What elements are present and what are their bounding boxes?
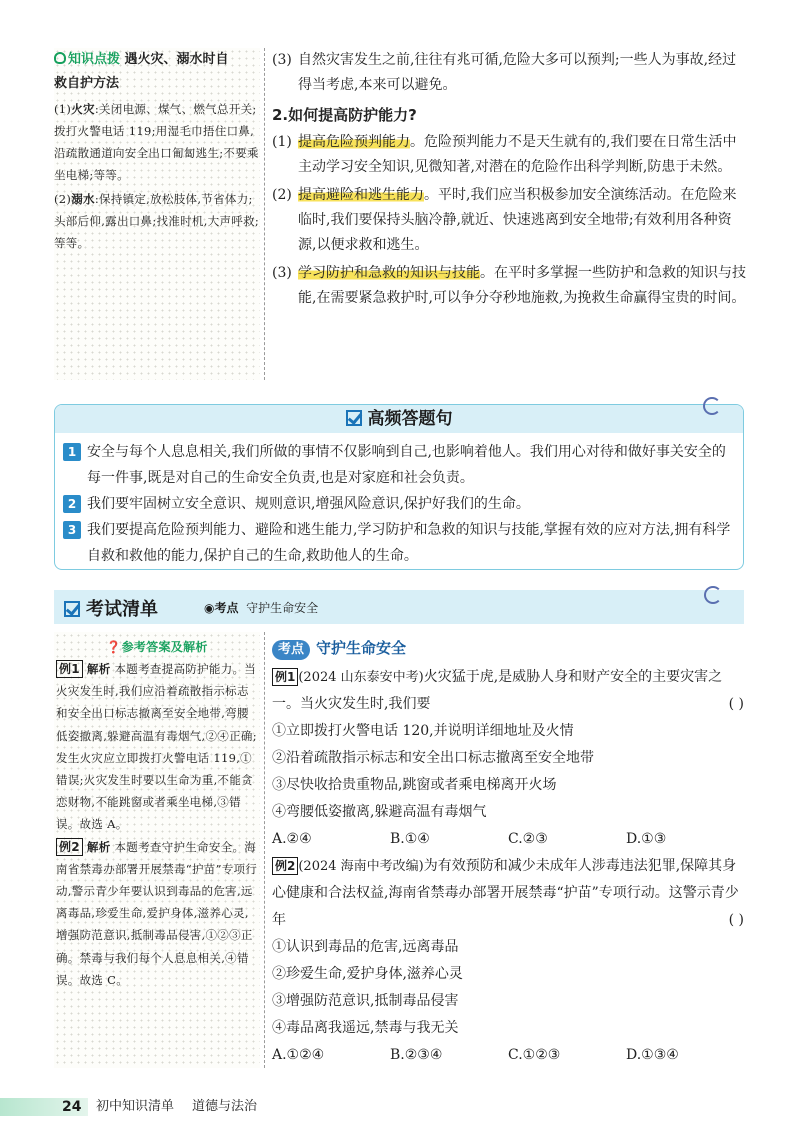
analysis-keyword: 解析 <box>86 662 111 676</box>
frequent-answers-header <box>55 405 743 433</box>
example-tag: 例1 <box>56 660 83 678</box>
tip-p2-keyword: 溺水 <box>71 192 95 206</box>
lightbulb-icon <box>54 52 66 64</box>
answer-2-text: 本题考查守护生命安全。海南省禁毒办部署开展禁毒“护苗”专项行动,警示青少年要认识到毒品的危害,远离毒品,珍爱生命,爱护身体,滋养心灵,增强防范意识,抵制毒品侵害,①②③正确。禁毒与我们每个人息息相关,④错误。故选 C。 <box>56 839 258 987</box>
checkbox-icon <box>346 410 362 426</box>
question-1-choices <box>272 826 748 853</box>
key-icon: ❓ <box>106 640 122 654</box>
protect-item-3 <box>272 261 748 311</box>
answers-heading-text: 参考答案及解析 <box>121 640 208 654</box>
swirl-icon <box>704 586 722 604</box>
question-option: ④毒品离我遥远,禁毒与我无关 <box>272 1020 459 1036</box>
questions-column <box>272 634 748 1069</box>
subject-name: 道德与法治 <box>192 1099 258 1114</box>
answers-heading <box>56 636 258 658</box>
frequent-answer-item <box>63 491 739 517</box>
exam-list-subtitle <box>204 599 318 616</box>
tip-title-b: 救自护方法 <box>54 76 120 91</box>
answer-1 <box>56 658 258 836</box>
highlight-text: 提高避险和逃生能力 <box>298 187 424 203</box>
paragraph-3 <box>272 48 748 98</box>
question-option: ③增强防范意识,抵制毒品侵害 <box>272 993 459 1009</box>
question-option: ②珍爱生命,爱护身体,滋养心灵 <box>272 966 463 982</box>
question-source: (2024 海南中考改编) <box>298 859 424 874</box>
tip-label-text: 知识点拨 <box>68 52 121 67</box>
choice-a: A.②④ <box>272 831 312 847</box>
question-option: ①立即拨打火警电话 120,并说明详细地址及火情 <box>272 723 574 739</box>
target-icon: ◉ <box>204 601 215 615</box>
column-divider-top <box>264 48 265 380</box>
choice-a: A.①②④ <box>272 1047 325 1063</box>
frequent-answers-title-text: 高频答题句 <box>367 409 453 429</box>
frequent-answers-box <box>54 404 744 570</box>
answer-blank: ( ) <box>728 912 744 928</box>
exam-sub-text: 守护生命安全 <box>246 601 319 615</box>
exam-list-title-text: 考试清单 <box>86 599 158 620</box>
page-number: 24 <box>62 1099 82 1115</box>
answer-1-text: 本题考查提高防护能力。当火灾发生时,我们应沿着疏散指示标志和安全出口标志撤离至安全地带,弯腰低姿撤离,躲避高温有毒烟气,②④正确;发生火灾应立即拨打火警电话 119,①错误;火灾发生时要以生命为重,不能贪恋财物,不能跳窗或者乘坐电梯,③错误。故选 A。 <box>56 662 257 832</box>
swirl-icon <box>703 397 721 415</box>
protect-item-2 <box>272 183 748 258</box>
example-tag: 例1 <box>272 668 298 686</box>
question-option: ③尽快收拾贵重物品,跳窗或者乘电梯离开火场 <box>272 777 557 793</box>
question-stem-text: 为有效预防和减少未成年人涉毒违法犯罪,保障其身心健康和合法权益,海南省禁毒办部署开展禁毒“护苗”专项行动。这警示青少年 <box>272 858 739 928</box>
highlight-text: 提高危险预判能力 <box>298 134 410 150</box>
tip-title <box>54 48 260 96</box>
choice-d: D.①③④ <box>626 1047 679 1063</box>
item-number-badge: 1 <box>63 443 81 461</box>
item-number-badge: 2 <box>63 495 81 513</box>
frequent-answer-text: 我们要牢固树立安全意识、规则意识,增强风险意识,保护好我们的生命。 <box>87 496 530 512</box>
protect-item-num: (2) <box>272 187 292 203</box>
question-option: ②沿着疏散指示标志和安全出口标志撤离至安全地带 <box>272 750 594 766</box>
protect-item-body <box>298 183 748 258</box>
tip-p2-lead: (2) <box>54 192 72 206</box>
tip-p2-text: :保持镇定,放松肢体,节省体力;头部后仰,露出口鼻;找准时机,大声呼救;等等。 <box>54 192 260 250</box>
answer-blank: ( ) <box>728 696 744 712</box>
question-2-choices <box>272 1042 748 1069</box>
choice-d: D.①③ <box>626 831 667 847</box>
protect-item-body <box>298 130 748 180</box>
question-2-stem <box>272 853 748 934</box>
question-option: ④弯腰低姿撤离,躲避高温有毒烟气 <box>272 804 487 820</box>
question-source: (2024 山东泰安中考) <box>298 670 424 685</box>
tip-p1-text: :关闭电源、煤气、燃气总开关;拨打火警电话 119;用湿毛巾捂住口鼻,沿疏散通道向安全出口匍匐逃生;不要乘坐电梯;等等。 <box>54 102 259 182</box>
question-stem-text: 火灾猛于虎,是威胁人身和财产安全的主要灾害之一。当火灾发生时,我们要 <box>272 669 723 712</box>
frequent-answer-text: 我们要提高危险预判能力、避险和逃生能力,学习防护和急救的知识与技能,掌握有效的应对方法,拥有科学自救和救他的能力,保护自己的生命,救助他人的生命。 <box>87 522 731 564</box>
tip-title-a: 遇火灾、溺水时自 <box>124 52 229 67</box>
highlight-text: 学习防护和急救的知识与技能 <box>298 265 480 281</box>
protect-item-text: 。平时,我们应当积极参加安全演练活动。在危险来临时,我们要保持头脑冷静,就近、快速逃离到安全地带;有效利用各种资源,以便求救和逃生。 <box>298 187 737 253</box>
upper-content <box>272 48 748 311</box>
item-number-badge: 3 <box>63 521 81 539</box>
example-tag: 例2 <box>272 857 298 875</box>
frequent-answers-title <box>346 409 453 429</box>
tip-label <box>54 52 120 67</box>
frequent-answer-item <box>63 439 739 491</box>
knowledge-point-badge: 考点 <box>272 640 310 660</box>
choice-c: C.①②③ <box>508 1047 561 1063</box>
protect-item-1 <box>272 130 748 180</box>
checkbox-icon <box>64 601 80 617</box>
frequent-answer-item <box>63 517 739 569</box>
protect-item-text: 。在平时多掌握一些防护和急救的知识与技能,在需要紧急救护时,可以争分夺秒地施救,为挽救生命赢得宝贵的时间。 <box>298 265 746 306</box>
tip-p1-keyword: 火灾 <box>71 102 95 116</box>
knowledge-point-heading <box>272 634 748 662</box>
protect-item-body <box>298 261 748 311</box>
book-title: 初中知识清单 <box>96 1099 175 1114</box>
paragraph-3-num: (3) <box>272 52 292 68</box>
tip-fire-paragraph <box>54 98 260 186</box>
page-footer <box>0 1096 800 1118</box>
protect-item-text: 。危险预判能力不是天生就有的,我们要在日常生活中主动学习安全知识,见微知著,对潜在的危险作出科学判断,防患于未然。 <box>298 134 737 175</box>
question-option: ①认识到毒品的危害,远离毒品 <box>272 939 459 955</box>
choice-b: B.②③④ <box>390 1047 443 1063</box>
example-tag: 例2 <box>56 838 83 856</box>
choice-c: C.②③ <box>508 831 548 847</box>
tip-p1-lead: (1) <box>54 102 72 116</box>
answers-column <box>54 632 260 1068</box>
analysis-keyword: 解析 <box>86 839 111 854</box>
protect-item-num: (3) <box>272 265 292 281</box>
frequent-answer-text: 安全与每个人息息相关,我们所做的事情不仅影响到自己,也影响着他人。我们用心对待和做好事关安全的每一件事,既是对自己的生命安全负责,也是对家庭和社会负责。 <box>87 444 726 486</box>
question-1-stem <box>272 664 748 718</box>
paragraph-3-text: 自然灾害发生之前,往往有兆可循,危险大多可以预判;一些人为事故,经过得当考虑,本来可以避免。 <box>298 52 737 93</box>
section-heading: 2.如何提高防护能力? <box>272 106 417 124</box>
protect-item-num: (1) <box>272 134 292 150</box>
column-divider-bottom <box>264 632 265 1068</box>
frequent-answers-list <box>63 439 739 569</box>
choice-b: B.①④ <box>390 831 430 847</box>
answer-2 <box>56 836 258 991</box>
exam-list-title <box>64 595 158 621</box>
exam-sub-label: 考点 <box>214 601 239 615</box>
tip-drowning-paragraph <box>54 188 260 254</box>
knowledge-tip-box <box>54 48 260 380</box>
exam-list-bar <box>54 590 744 624</box>
knowledge-point-text: 守护生命安全 <box>316 639 407 657</box>
